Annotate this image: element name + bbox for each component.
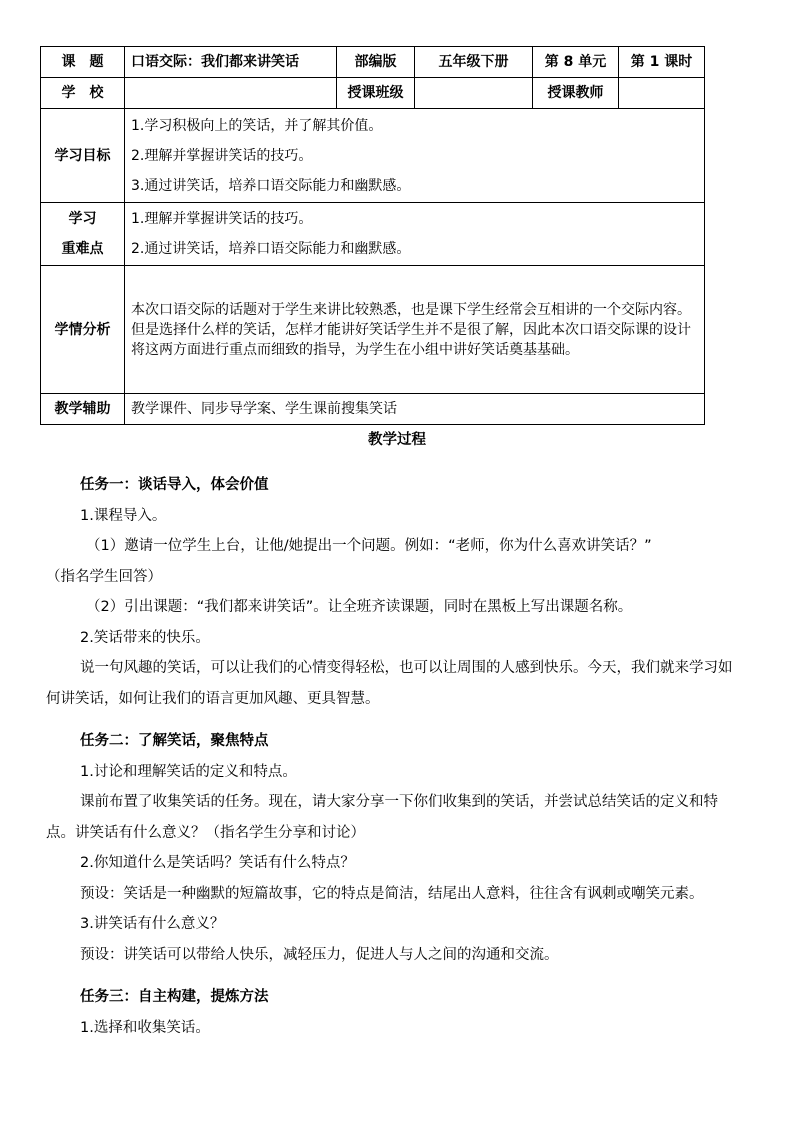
step-text: （1）邀请一位学生上台，让他/她提出一个问题。例如：“老师，你为什么喜欢讲笑话？” [86,538,652,554]
step-heading: 3.讲笑话有什么意义？ [80,916,225,932]
goal-item: 1.学习积极向上的笑话，并了解其价值。 [131,117,383,134]
goal-item: 2.理解并掌握讲笑话的技巧。 [131,147,313,164]
analysis-text: 本次口语交际的话题对于学生来讲比较熟悉，也是课下学生经常会互相讲的一个交际内容。但是选择什么样的笑话，怎样才能讲好笑话学生并不是很了解，因此本次口语交际课的设计将这两方面进行重点而细致的指导，为学生在小组中讲好笑话奠基基础。 [125,266,705,394]
table-row-key-points [41,203,705,266]
process-body [46,470,740,1043]
step-heading: 1.选择和收集笑话。 [80,1019,210,1036]
step-paragraph: 预设：笑话是一种幽默的短篇故事，它的特点是简洁，结尾出人意料，往往含有讽刺或嘲笑元素。 [80,885,704,902]
table-row-goals [41,109,705,203]
topic-label: 课 题 [41,47,125,78]
step-text: （2）引出课题：“我们都来讲笑话”。让全班齐读课题，同时在黑板上写出课题名称。 [86,599,633,615]
step-heading: 1.课程导入。 [80,507,167,524]
step-paragraph: 课前布置了收集笑话的任务。现在，请大家分享一下你们收集到的笑话，并尝试总结笑话的定义和特点。讲笑话有什么意义？（指名学生分享和讨论） [46,794,718,841]
edition: 部编版 [337,47,415,78]
goals-content [125,109,705,203]
class-label: 授课班级 [337,78,415,109]
period: 第 1 课时 [619,47,705,78]
unit: 第 8 单元 [533,47,619,78]
teacher-value [619,78,705,109]
goal-item: 3.通过讲笑话，培养口语交际能力和幽默感。 [131,177,411,194]
teacher-label: 授课教师 [533,78,619,109]
table-row-school [41,78,705,109]
table-row-aids [41,394,705,425]
step-heading: 2.你知道什么是笑话吗？笑话有什么特点？ [80,855,355,871]
lesson-info-table [40,46,705,425]
aids-text: 教学课件、同步导学案、学生课前搜集笑话 [125,394,705,425]
table-row-analysis [41,266,705,394]
key-points-label: 学习 重难点 [41,203,125,266]
step-text: （指名学生回答） [46,568,162,585]
process-title: 教学过程 [368,432,426,448]
key-points-content [125,203,705,266]
school-value [125,78,337,109]
key-point-item: 2.通过讲笑话，培养口语交际能力和幽默感。 [131,241,411,257]
step-heading: 1.讨论和理解笑话的定义和特点。 [80,763,297,780]
lesson-title: 口语交际：我们都来讲笑话 [125,47,337,78]
goals-label: 学习目标 [41,109,125,203]
task-two-title: 任务二：了解笑话，聚焦特点 [80,733,269,749]
task-one-title: 任务一：谈话导入，体会价值 [80,477,269,493]
table-row-topic [41,47,705,78]
grade: 五年级下册 [415,47,533,78]
step-paragraph: 说一句风趣的笑话，可以让我们的心情变得轻松，也可以让周围的人感到快乐。今天，我们就来学习如何讲笑话，如何让我们的语言更加风趣、更具智慧。 [46,660,733,707]
analysis-label: 学情分析 [41,266,125,394]
aids-label: 教学辅助 [41,394,125,425]
step-heading: 2.笑话带来的快乐。 [80,629,210,646]
key-point-item: 1.理解并掌握讲笑话的技巧。 [131,211,313,227]
school-label: 学 校 [41,78,125,109]
step-paragraph: 预设：讲笑话可以带给人快乐，减轻压力，促进人与人之间的沟通和交流。 [80,946,559,963]
class-value [415,78,533,109]
task-three-title: 任务三：自主构建，提炼方法 [80,989,269,1005]
